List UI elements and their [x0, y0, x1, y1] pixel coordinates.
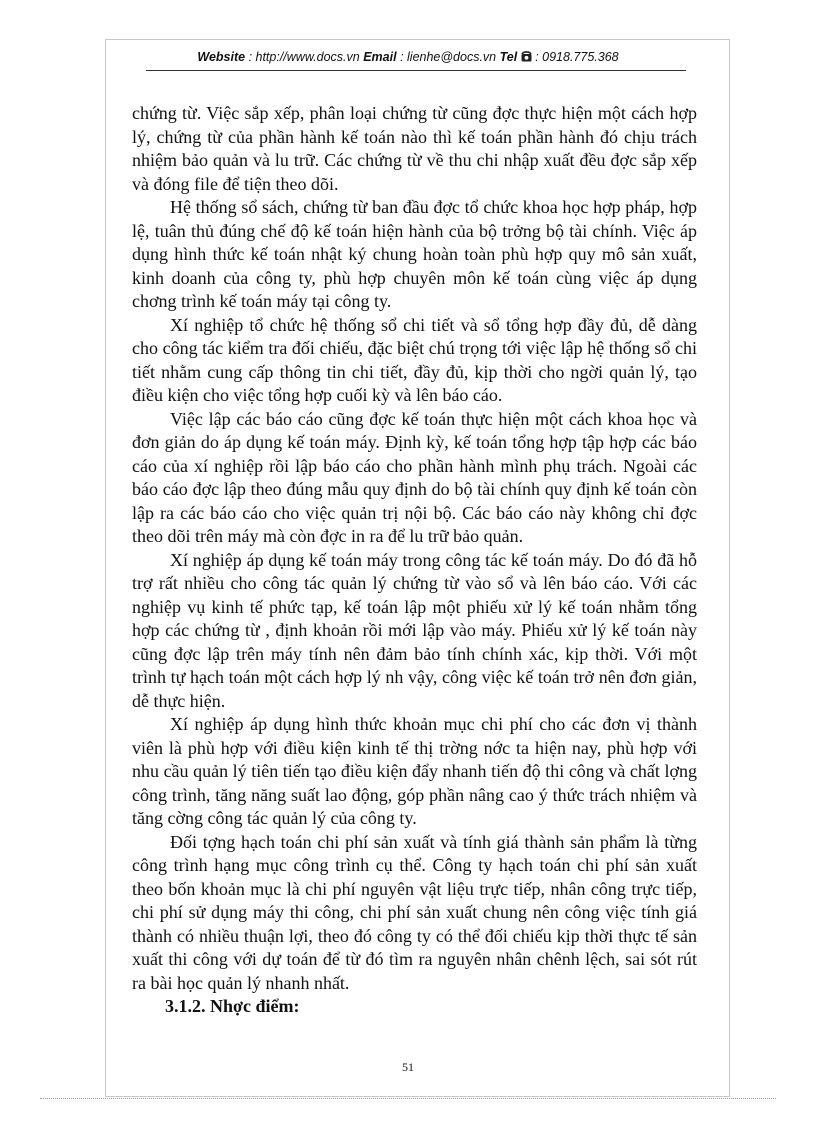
- paragraph: Hệ thống sổ sách, chứng từ ban đầu đợc tổ chức khoa học hợp pháp, hợp lệ, tuân thủ đúng chế độ kế toán hiện hành của bộ trởng bộ tài chính. Việc áp dụng hình thức kế toán nhật ký chung hoàn toàn phù hợp quy mô sản xuất, kinh doanh của công ty, phù hợp chuyên môn kế toán cùng việc áp dụng chơng trình kế toán máy tại công ty.: [132, 197, 697, 311]
- page-number: 51: [402, 1060, 414, 1074]
- section-heading: 3.1.2. Nhợc điểm:: [165, 996, 300, 1016]
- website-label: Website: [197, 50, 246, 64]
- phone-icon: [521, 50, 535, 64]
- paragraph: Xí nghiệp áp dụng hình thức khoản mục chi phí cho các đơn vị thành viên là phù hợp với điều kiện kinh tế thị trờng nớc ta hiện nay, phù hợp với nhu cầu quản lý tiên tiến tạo điều kiện đẩy nhanh tiến độ thi công và chất lợng công trình, tăng năng suất lao động, góp phần nâng cao ý thức trách nhiệm và tăng cờng công tác quản lý của công ty.: [132, 714, 697, 828]
- header-divider: [146, 70, 686, 71]
- tel-value: : 0918.775.368: [535, 50, 619, 64]
- body-text: [132, 102, 697, 995]
- footer-divider: [40, 1098, 776, 1099]
- paragraph: Đối tợng hạch toán chi phí sản xuất và tính giá thành sản phẩm là từng công trình hạng mục công trình cụ thể. Công ty hạch toán chi phí sản xuất theo bốn khoản mục là chi phí nguyên vật liệu trực tiếp, nhân công trực tiếp, chi phí sử dụng máy thi công, chi phí sản xuất chung nên công việc tính giá thành có nhiều thuận lợi, theo đó công ty có thể đối chiếu kịp thời thực tế sản xuất thi công với dự toán để từ đó tìm ra nguyên nhân chênh lệch, sai sót rút ra bài học quản lý nhanh nhất.: [132, 831, 697, 993]
- email-label: Email: [363, 50, 397, 64]
- paragraph: Xí nghiệp áp dụng kế toán máy trong công tác kế toán máy. Do đó đã hỗ trợ rất nhiều cho công tác quản lý chứng từ vào sổ và lên báo cáo. Với các nghiệp vụ kinh tế phức tạp, kế toán lập một phiếu xử lý kế toán nhằm tổng hợp các chứng từ , định khoản rồi mới lập vào máy. Phiếu xử lý kế toán này cũng đợc lập trên máy tính nên đảm bảo tính chính xác, kịp thời. Với một trình tự hạch toán một cách hợp lý nh vậy, công việc kế toán trở nên đơn giản, dễ thực hiện.: [132, 549, 697, 711]
- paragraph: Việc lập các báo cáo cũng đợc kế toán thực hiện một cách khoa học và đơn giản do áp dụng kế toán máy. Định kỳ, kế toán tổng hợp tập hợp các báo cáo của xí nghiệp rồi lập báo cáo cho phần hành mình phụ trách. Ngoài các báo cáo đợc lập theo đúng mẫu quy định do bộ tài chính quy định kế toán còn lập ra các báo cáo cho việc quản trị nội bộ. Các báo cáo này không chỉ đợc theo dõi trên máy mà còn đợc in ra để lu trữ bảo quản.: [132, 408, 697, 546]
- email-value: : lienhe@docs.vn: [400, 50, 497, 64]
- tel-label: Tel: [499, 50, 518, 64]
- paragraph: chứng từ. Việc sắp xếp, phân loại chứng từ cũng đợc thực hiện một cách hợp lý, chứng từ của phần hành kế toán nào thì kế toán phần hành đó chịu trách nhiệm bảo quản và lu trữ. Các chứng từ về thu chi nhập xuất đều đợc sắp xếp và đóng file để tiện theo dõi.: [132, 103, 697, 194]
- page-header: [0, 50, 816, 64]
- paragraph: Xí nghiệp tổ chức hệ thống sổ chi tiết và sổ tổng hợp đầy đủ, dễ dàng cho công tác kiểm tra đối chiếu, đặc biệt chú trọng tới việc lập hệ thống sổ chi tiết nhằm cung cấp thông tin chi tiết, đầy đủ, kịp thời cho ngời quản lý, tạo điều kiện cho việc tổng hợp cuối kỳ và lên báo cáo.: [132, 314, 697, 405]
- website-value: : http://www.docs.vn: [248, 50, 360, 64]
